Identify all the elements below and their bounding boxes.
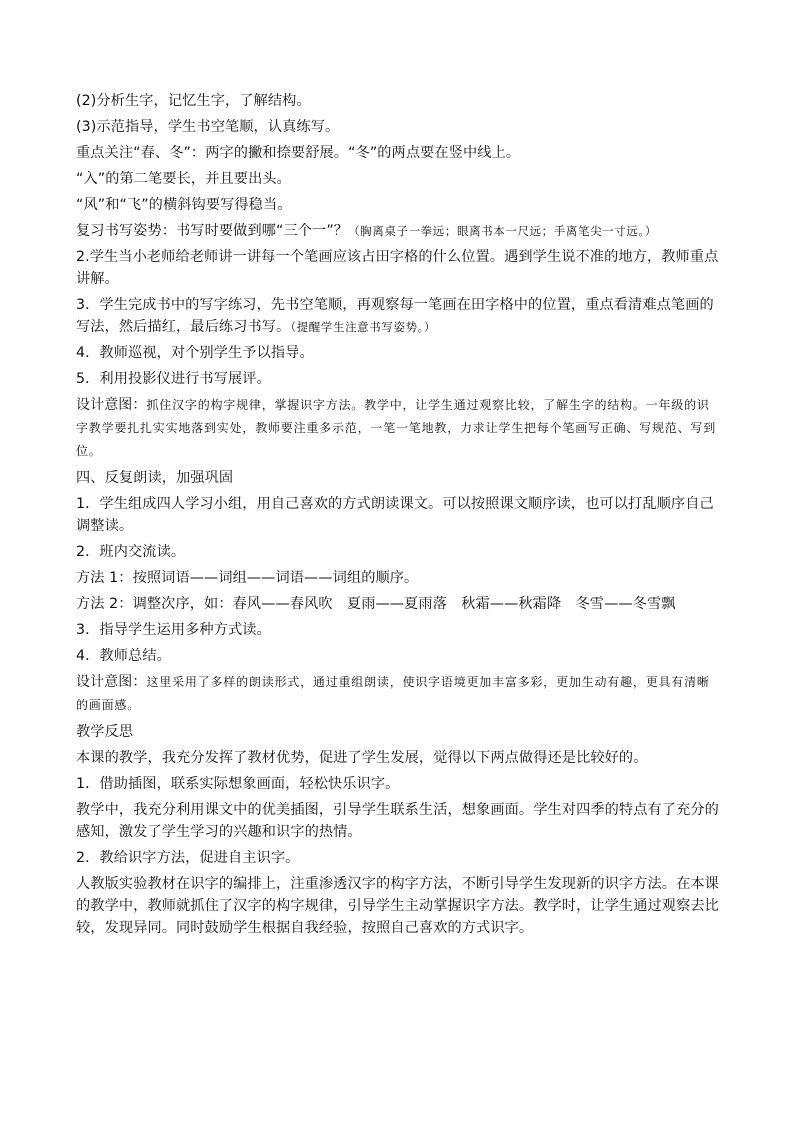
step-analyze: (2)分析生字，记忆生字，了解结构。 xyxy=(76,93,311,109)
step-5: 5．利用投影仪进行书写展评。 xyxy=(76,371,271,387)
design-intent-1 xyxy=(76,394,722,463)
step-2: 2.学生当小老师给老师讲一讲每一个笔画应该占田字格的什么位置。遇到学生说不准的地方，教师重点讲解。 xyxy=(76,249,719,287)
note-ru: “入”的第二笔要长，并且要出头。 xyxy=(76,171,291,187)
read-step-4: 4．教师总结。 xyxy=(76,648,171,664)
design-intent-text: 抓住汉字的构字规律，掌握识字方法。教学中，让学生通过观察比较，了解生字的结构。一年级的识字教学要扎扎实实地落到实处，教师要注重多示范，一笔一笔地教，力求让学生把每个笔画写正确、写规范、写到位。 xyxy=(76,398,717,458)
design-intent-label: 设计意图： xyxy=(76,674,147,690)
step-4: 4．教师巡视，对个别学生予以指导。 xyxy=(76,345,314,361)
focus-note: 重点关注“春、冬”：两字的撇和捺要舒展。“冬”的两点要在竖中线上。 xyxy=(76,145,521,161)
posture-detail: （胸离桌子一拳远；眼离书本一尺远；手离笔尖一寸远。） xyxy=(348,224,657,238)
design-intent-label: 设计意图： xyxy=(76,397,147,413)
section-heading-4: 四、反复朗读，加强巩固 xyxy=(76,470,234,486)
posture-review xyxy=(76,220,722,242)
step-3-reminder: （提醒学生注意书写姿势。） xyxy=(290,320,437,334)
posture-question: 复习书写姿势：书写时要做到哪“三个一”？ xyxy=(76,223,349,239)
step-demonstrate: (3)示范指导，学生书空笔顺，认真练写。 xyxy=(76,119,340,135)
note-feng-fei: “风”和“飞”的横斜钩要写得稳当。 xyxy=(76,197,292,213)
step-3 xyxy=(76,294,722,338)
design-intent-2 xyxy=(76,671,722,717)
read-step-1: 1．学生组成四人学习小组，用自己喜欢的方式朗读课文。可以按照课文顺序读，也可以打乱顺序自己调整读。 xyxy=(76,496,714,534)
method-2: 方法 2：调整次序，如：春风——春风吹 夏雨——夏雨落 秋霜——秋霜降 冬雪——冬雪飘 xyxy=(76,596,676,612)
reflection-heading: 教学反思 xyxy=(76,724,134,740)
document-body xyxy=(76,90,722,939)
reflection-point-2: 2．教给识字方法，促进自主识字。 xyxy=(76,850,300,866)
reflection-point-1: 1．借助插图，联系实际想象画面，轻松快乐识字。 xyxy=(76,776,400,792)
read-step-2: 2．班内交流读。 xyxy=(76,544,186,560)
reflection-para-2: 人教版实验教材在识字的编排上，注重渗透汉字的构字方法，不断引导学生发现新的识字方法。在本课的教学中，教师就抓住了汉字的构字规律，引导学生主动掌握识字方法。教学时，让学生通过观察去比较，发现异同。同时鼓励学生根据自我经验，按照自己喜欢的方式识字。 xyxy=(76,876,719,936)
reflection-para-1: 教学中，我充分利用课文中的优美插图，引导学生联系生活，想象画面。学生对四季的特点有了充分的感知，激发了学生学习的兴趣和识字的热情。 xyxy=(76,802,719,840)
method-1: 方法 1：按照词语——词组——词语——词组的顺序。 xyxy=(76,570,419,586)
step-3-text: 3．学生完成书中的写字练习，先书空笔顺，再观察每一笔画在田字格中的位置，重点看清难点笔画的写法，然后描红，最后练习书写。 xyxy=(76,297,714,335)
design-intent-text: 这里采用了多样的朗读形式，通过重组朗读，使识字语境更加丰富多彩，更加生动有趣，更具有清晰的画面感。 xyxy=(76,675,710,712)
reflection-intro: 本课的教学，我充分发挥了教材优势，促进了学生发展，觉得以下两点做得还是比较好的。 xyxy=(76,750,648,766)
read-step-3: 3．指导学生运用多种方式读。 xyxy=(76,622,271,638)
